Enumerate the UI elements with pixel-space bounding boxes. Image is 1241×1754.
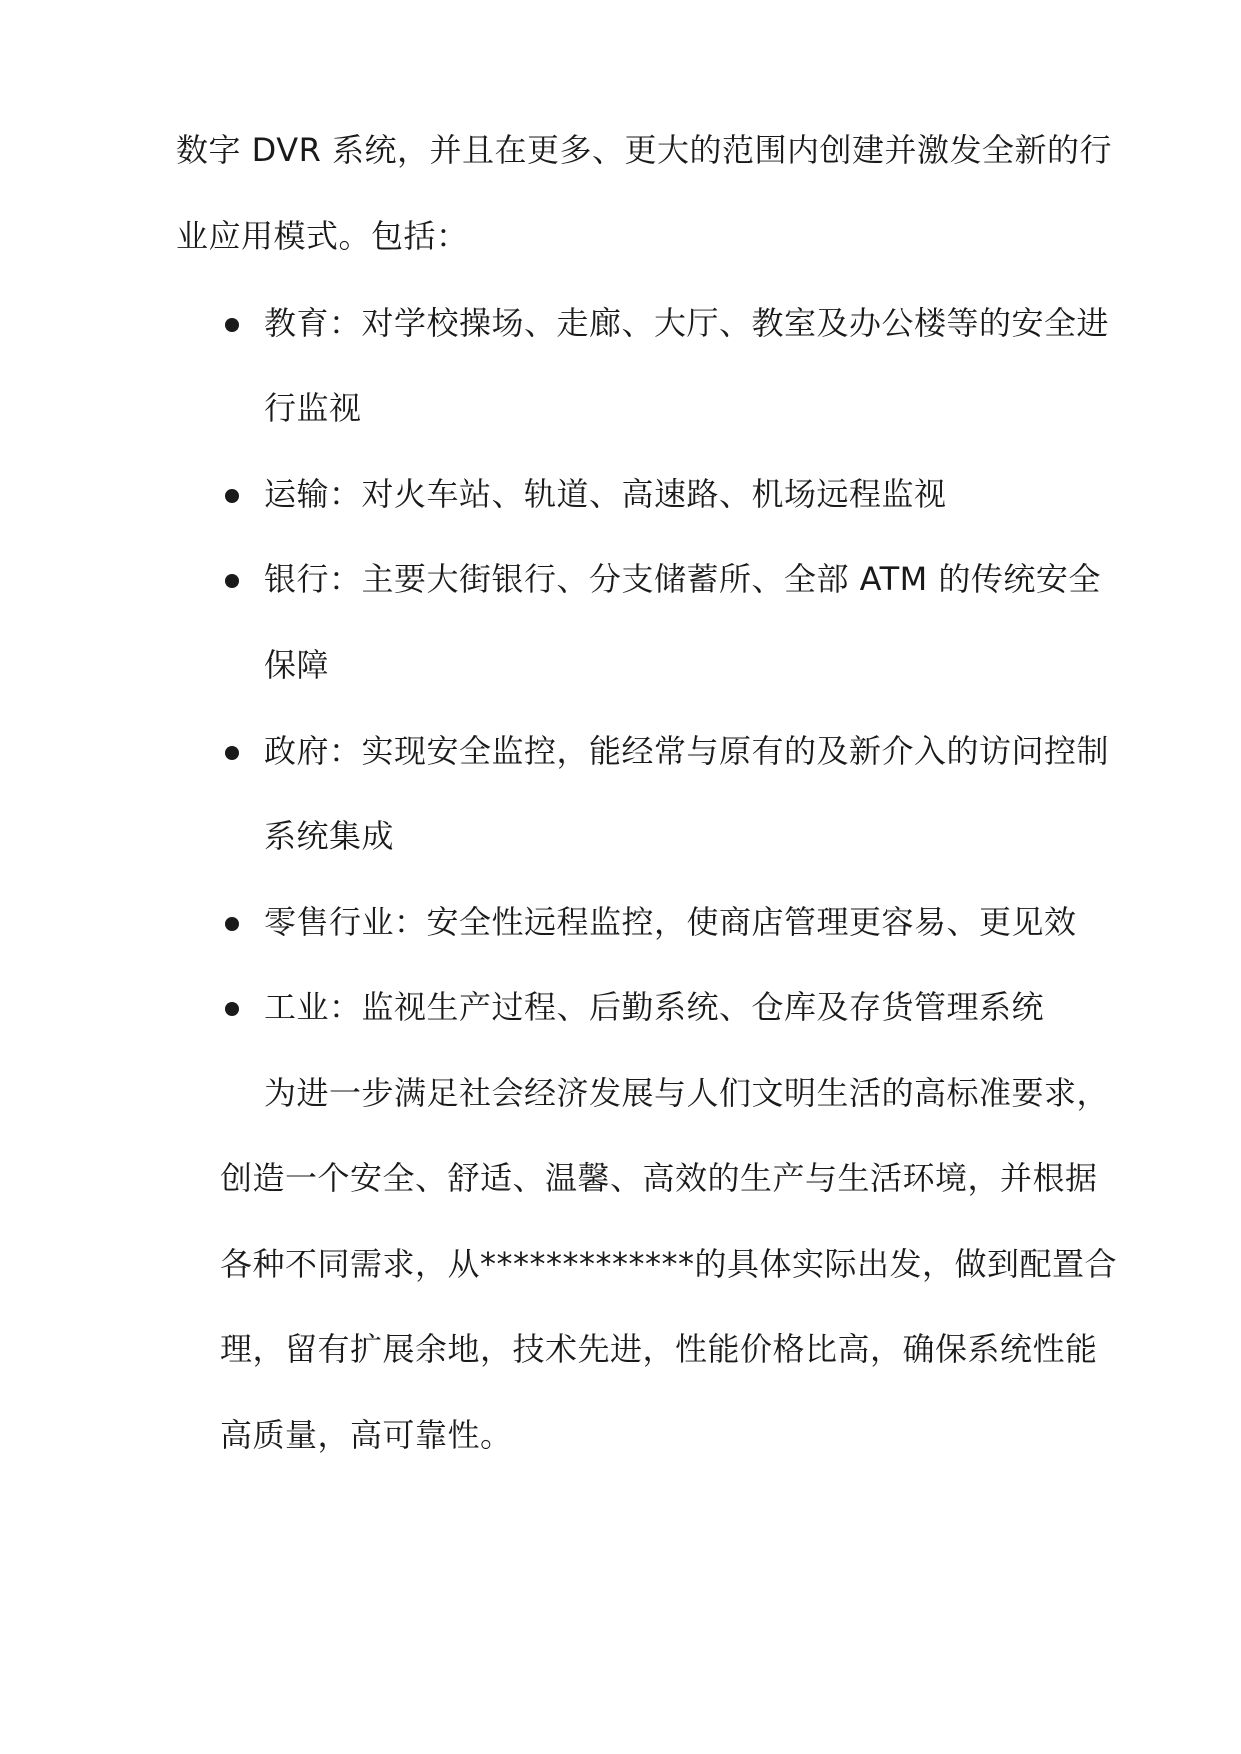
bullet-text: 运输：对火车站、轨道、高速路、机场远程监视	[264, 475, 947, 513]
bullet-dot	[225, 746, 239, 760]
bullet-text: 零售行业：安全性远程监控，使商店管理更容易、更见效	[264, 903, 1077, 941]
closing-line-3: 各种不同需求，从*************的具体实际出发，做到配置合	[220, 1245, 1118, 1283]
bullet-text-continued: 行监视	[264, 389, 362, 427]
bullet-text-continued: 保障	[264, 646, 330, 684]
closing-line-2: 创造一个安全、舒适、温馨、高效的生产与生活环境，并根据	[220, 1159, 1098, 1197]
intro-line-2: 业应用模式。包括：	[176, 217, 469, 255]
bullet-dot	[225, 318, 239, 332]
bullet-dot	[225, 1002, 239, 1016]
bullet-text: 工业：监视生产过程、后勤系统、仓库及存货管理系统	[264, 988, 1045, 1026]
closing-line-4: 理，留有扩展余地，技术先进，性能价格比高，确保系统性能	[220, 1330, 1098, 1368]
bullet-text: 银行：主要大街银行、分支储蓄所、全部 ATM 的传统安全	[264, 560, 1101, 598]
bullet-dot	[225, 489, 239, 503]
bullet-text: 政府：实现安全监控，能经常与原有的及新介入的访问控制	[264, 732, 1110, 770]
intro-line-1: 数字 DVR 系统，并且在更多、更大的范围内创建并激发全新的行	[176, 131, 1113, 169]
bullet-dot	[225, 574, 239, 588]
bullet-dot	[225, 917, 239, 931]
closing-line-5: 高质量，高可靠性。	[220, 1416, 513, 1454]
bullet-text: 教育：对学校操场、走廊、大厅、教室及办公楼等的安全进	[264, 304, 1110, 342]
bullet-text-continued: 系统集成	[264, 817, 395, 855]
closing-line-1: 为进一步满足社会经济发展与人们文明生活的高标准要求，	[264, 1074, 1110, 1112]
